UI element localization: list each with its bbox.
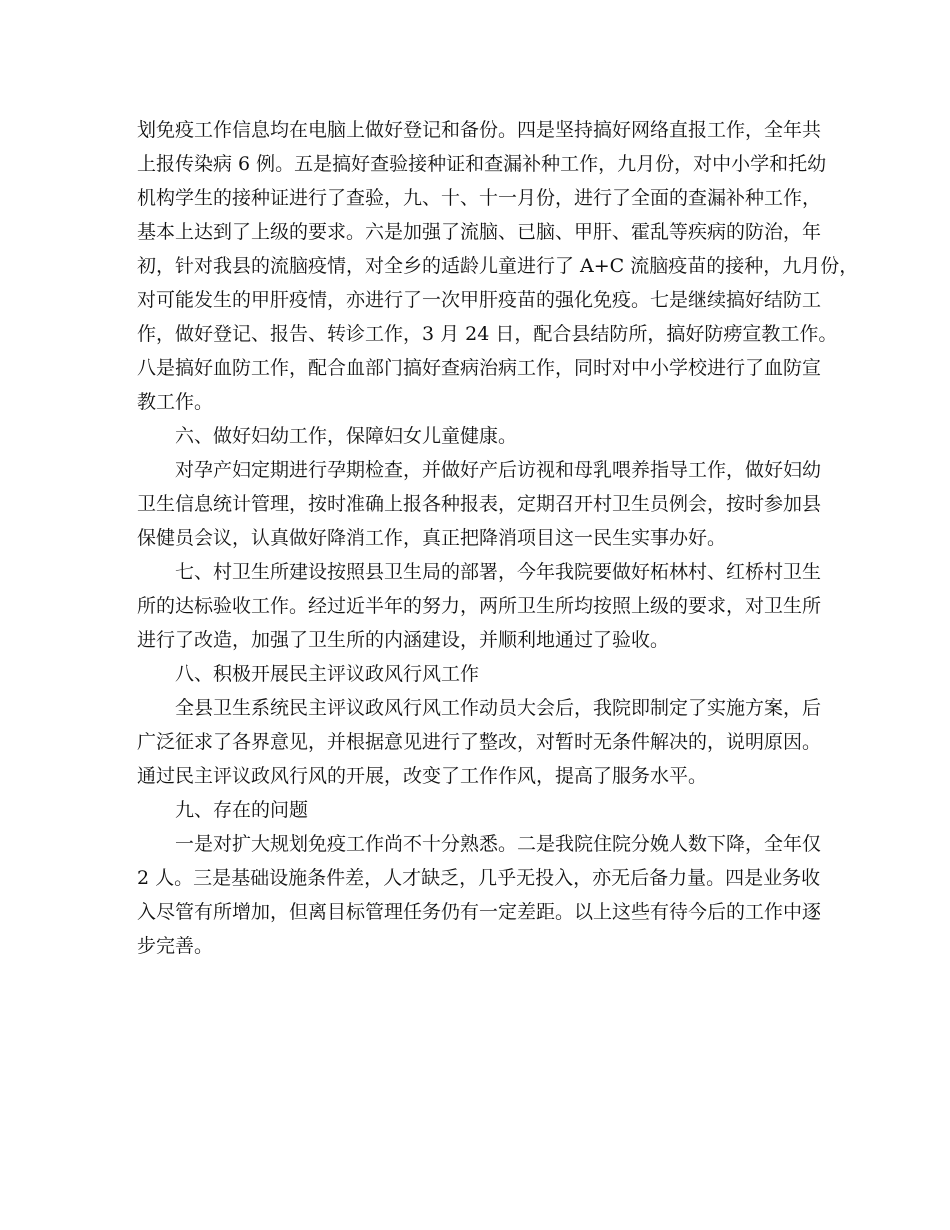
- section-heading: 七、村卫生所建设按照县卫生局的部署，今年我院要做好柘林村、红桥村卫生: [175, 561, 822, 583]
- text-line: 基本上达到了上级的要求。六是加强了流脑、已脑、甲肝、霍乱等疾病的防治，年: [137, 221, 822, 243]
- text-line: 对孕产妇定期进行孕期检查，并做好产后访视和母乳喂养指导工作，做好妇幼: [175, 459, 822, 481]
- text-line: 初，针对我县的流脑疫情，对全乡的适龄儿童进行了 A+C 流脑疫苗的接种，九月份，: [137, 255, 859, 277]
- text-line: 八是搞好血防工作，配合血部门搞好查病治病工作，同时对中小学校进行了血防宣: [137, 357, 822, 379]
- text-line: 对可能发生的甲肝疫情，亦进行了一次甲肝疫苗的强化免疫。七是继续搞好结防工: [137, 289, 822, 311]
- text-line: 划免疫工作信息均在电脑上做好登记和备份。四是坚持搞好网络直报工作，全年共: [137, 119, 822, 141]
- text-line: 通过民主评议政风行风的开展，改变了工作作风，提高了服务水平。: [137, 765, 708, 787]
- section-heading: 九、存在的问题: [175, 799, 309, 821]
- section-heading: 八、积极开展民主评议政风行风工作: [175, 663, 480, 685]
- text-line: 上报传染病 6 例。五是搞好查验接种证和查漏补种工作，九月份，对中小学和托幼: [137, 153, 827, 175]
- text-line: 保健员会议，认真做好降消工作，真正把降消项目这一民生实事办好。: [137, 527, 727, 549]
- text-line: 所的达标验收工作。经过近半年的努力，两所卫生所均按照上级的要求，对卫生所: [137, 595, 822, 617]
- text-line: 步完善。: [137, 935, 214, 957]
- text-line: 教工作。: [137, 391, 214, 413]
- text-line: 进行了改造，加强了卫生所的内涵建设，并顺利地通过了验收。: [137, 629, 670, 651]
- section-heading: 六、做好妇幼工作，保障妇女儿童健康。: [175, 425, 518, 447]
- text-line: 2 人。三是基础设施条件差，人才缺乏，几乎无投入，亦无后备力量。四是业务收: [137, 867, 821, 889]
- text-line: 卫生信息统计管理，按时准确上报各种报表，定期召开村卫生员例会，按时参加县: [137, 493, 822, 515]
- text-line: 作，做好登记、报告、转诊工作，3 月 24 日，配合县结防所，搞好防痨宣教工作。: [137, 323, 838, 345]
- text-line: 一是对扩大规划免疫工作尚不十分熟悉。二是我院住院分娩人数下降，全年仅: [175, 833, 822, 855]
- text-line: 广泛征求了各界意见，并根据意见进行了整改，对暂时无条件解决的，说明原因。: [137, 731, 822, 753]
- text-line: 机构学生的接种证进行了查验，九、十、十一月份，进行了全面的查漏补种工作，: [137, 187, 822, 209]
- text-line: 全县卫生系统民主评议政风行风工作动员大会后，我院即制定了实施方案，后: [175, 697, 822, 719]
- text-line: 入尽管有所增加，但离目标管理任务仍有一定差距。以上这些有待今后的工作中逐: [137, 901, 822, 923]
